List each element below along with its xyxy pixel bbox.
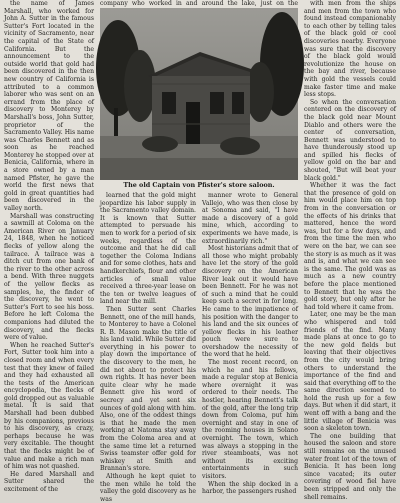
paragraph: manner wrote to General Vallejo, who was then close by at Sonoma and said, "I have made a discovery of a gold mine, which, according to experiments we have made, is extraordinarily rich." [202,192,298,245]
paragraph: the name of James Marshall, who worked for John A. Sutter in the famous Sutter's Fort located in the vicinity of Sacramento, near the capital of the State of California. But the announcement to the outside world that gold had been discovered in the then new country of California is attributed to a common laborer who was sent on an errand from the place of discovery to Monterey by Marshall's boss, John Sutter, proprietor of the Sacramento Valley. His name was Charles Bennett and as soon as he reached Monterey he stopped over at Benicia, California, where in a store owned by a man named Pfister, he gave the world the first news that gold in great quantities had been discovered in the valley north. [4,0,94,213]
paragraph: learned that the gold might jeopardize his labor supply in the Sacramento valley domain. It is known that Sutter attempted to persuade his men to work for a period of six weeks, regardless of the outcome and that he did call together the Coloma Indians and for some clothes, hats and handkerchiefs, flour and other articles of small value received a three-year lease on the ten or twelve leagues of land near the mill. [100,192,196,306]
paragraph: Whether it was the fact that the presence of gold on him would place him on top from in the conversation or the effects of his drinks that mattered, hence the word was, but for a few days, and from the time the men who were on the bar, we can see the story is as much as it was and is, and what we can see is the same. The gold was as much as a new country before the place mentioned to Bennett that he was the gold story, but only after he had told where it came from. [304,182,396,311]
article-column-1 [4,0,94,493]
store-photograph [100,8,298,180]
paragraph: Although he kept quiet to the men while he told the valley the gold discovery as he was [100,472,196,503]
paragraph: with men from the ships and men from the town who found instead companionably to each other by telling tales of the black gold or cool discoveries nearby. Everyone was sure that the discovery of the black gold would revolutionize the house on the bay and river, because with gold the vessels could make faster time and make less stops. [304,0,396,99]
photo-top-text: company who worked in and around the lake, just on the [100,0,298,7]
article-column-2 [100,192,196,503]
paragraph: He dared Marshall and Sutter shared the excitement of the [4,470,94,493]
paragraph: Most historians admit that of all those who might probably have let the story of the gold discovery on the American River leak out it would have been Bennett. For he was not of such a mind that he could keep such a secret in for long. He came to the impatience of his position with the danger to his land and the six ounces of yellow flecks in his leather pouch were sure to overshadow the necessity of the word that he held. [202,245,298,359]
paragraph: Marshall was constructing a sawmill at Coloma on the American River on January 24, 1848, when he noticed flecks of yellow along the tailrace. A tailrace was a ditch cut from one bank of the river to the other across a bend. With three nuggets of the yellow flecks as samples, he, the finder of the discovery, he went to Sutter's Fort to see his boss. Before he left Coloma the companions had diluted the discovery, and the flecks were of value. [4,212,94,342]
paragraph: The one building that housed the saloon and store still remains on the unused water front lot of the town of Benicia. It has been long since vacated; its outer covering of wood fiel have been stripped and only the shell remains. [304,432,396,501]
paragraph: The most recent record, on which he and his fellows, made a regular stop at Benicia where overnight it was ordered to their needs. The hostler, hearing Bennett's talk of the gold, after the long trip down from Coloma, put him overnight and stay in one of the rooming houses in Solano overnight. The town, which was always a stopping in the river steamboats, was not without its exciting entertainments in such visitors. [202,359,298,480]
paragraph: When he reached Sutter's Fort, Sutter took him into a closed room and when every test that they knew of failed and they had exhausted all the tests of the American encyclopedia, the flecks of gold dropped out as valuable metal. It is said that Marshall had been dubbed by his companions, previous to his discovery, as crazy, perhaps because he was very excitable. The thought that the flecks might be of value and make a rich man of him was not quashed. [4,341,94,471]
store-photo-image [100,8,298,180]
photo-caption: The old Captain von Pfister's store saloon. [123,181,275,189]
article-column-4 [304,0,397,501]
paragraph: Later, one may be the man who whispered and told friends of the find. Many made plans at once to go to the new gold fields but leaving that their objectives from the city would bring others to understand the importance of the find and said that everything off to the same direction seemed to hold the rush up for a few days. But when it did start, it went off with a bang and the little village of Benicia was soon a skeleton town. [304,311,397,433]
article-column-3 [202,192,298,496]
paragraph: So when the conversation centered on the discovery of the black gold near Mount Diablo and others were the center of conversation, Bennett was understood to have thunderously stood up and spilled his flecks of yellow gold on the bar and shouted, "But will beat your black gold." [304,98,396,182]
paragraph: When the ship docked in a harbor, the passengers rushed [202,480,298,496]
paragraph: Then Sutter sent Charles Bennett, one of the mill hands, to Monterey to have a Colonel R. B. Mason make the title of his land valid. While Sutter did everything in his power to play down the importance of the discovery to the men, he did not about to protect his own rights. It has never been quite clear why he made Bennett give his word of secrecy and yet sent six ounces of gold along with him. Also, one of the oddest things is that he made the men working at Natoma stay away from the Coloma area and at the same time let a returned Swiss teamster offer gold for whiskey at Smith and Brannan's store. [100,305,196,473]
